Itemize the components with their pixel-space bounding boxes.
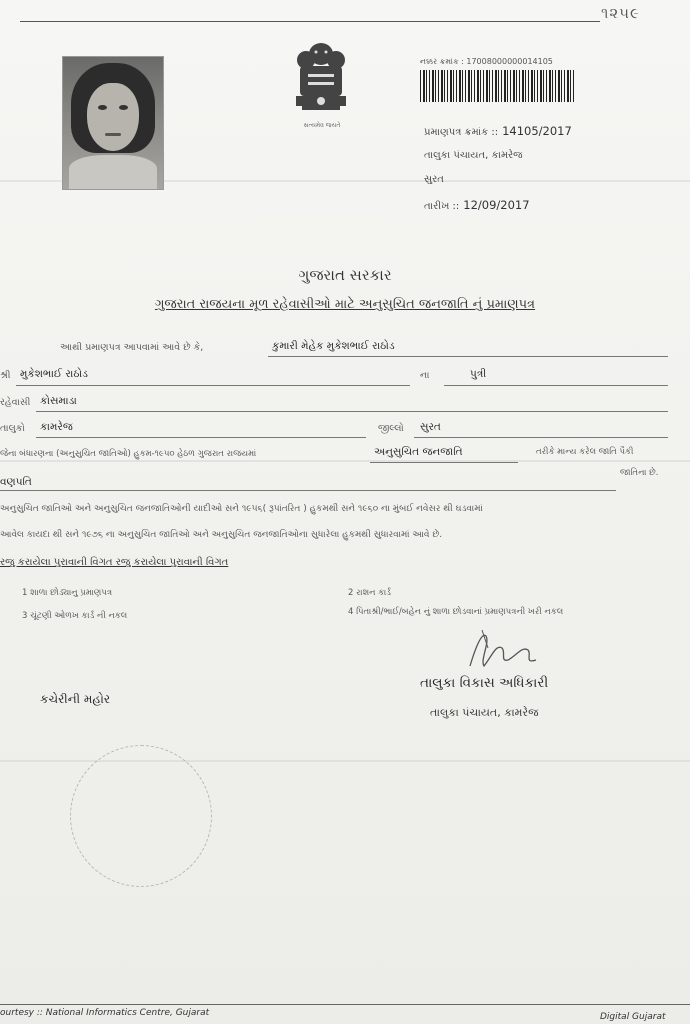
holder-name: કુમારી મેહેક મુકેશભાઈ રાઠોડ: [272, 340, 395, 352]
district: સુરત: [420, 421, 441, 433]
underline: [444, 385, 668, 386]
underline: [0, 490, 616, 491]
officer-office: તાલુકા પંચાયત, કામરેજ: [430, 706, 539, 719]
officer-designation: તાલુકા વિકાસ અધિકારી: [420, 675, 549, 691]
signature-scribble-icon: [462, 626, 542, 676]
underline: [16, 385, 410, 386]
underline: [414, 437, 668, 438]
evidence-item: 2 રાશન કાર્ડ: [348, 588, 391, 598]
category: અનુસુચિત જનજાતિ: [374, 446, 463, 458]
barcode-number: નક્કર ક્રમાંક : 17008000000014105: [420, 57, 553, 66]
relation-label: ના: [420, 370, 430, 381]
barcode: [420, 70, 576, 102]
caste-suffix: જાતિના છે.: [620, 468, 659, 478]
taluka: કામરેજ: [40, 421, 73, 433]
handwritten-serial-number: ૧૨૫૯: [601, 4, 640, 22]
underline: [36, 411, 668, 412]
emblem-motto: સત્યમેવ જયતે: [303, 122, 341, 129]
underline: [36, 437, 366, 438]
footer-brand: Digital Gujarat: [600, 1012, 666, 1022]
evidence-heading: રજુ કરાયેલા પુરાવાની વિગત રજુ કરાયેલા પુરાવાની વિગત: [0, 557, 229, 568]
certificate-title: ગુજરાત રાજયના મૂળ રહેવાસીઓ માટે અનુસુચિત જનજાતિ નું પ્રમાણપત્ર: [154, 297, 536, 312]
footer-line: [0, 1004, 690, 1005]
evidence-item: 4 પિતાશ્રી/ભાઈ/બહેન નું શાળા છોડવાનાં પ્રમાણપત્રની ખરી નકલ: [348, 607, 564, 617]
father-prefix: શ્રી: [0, 370, 11, 381]
applicant-photo: [62, 56, 164, 190]
taluka-label: તાલુકો: [0, 423, 25, 434]
national-emblem-icon: [288, 38, 354, 134]
caste: વણપતિ: [0, 476, 32, 488]
underline: [370, 462, 518, 463]
resident-label: રહેવાસી: [0, 397, 31, 408]
paper-crease: [0, 460, 690, 462]
evidence-item: 3 ચૂંટણી ઓળખ કાર્ડ ની નકલ: [22, 611, 128, 621]
government-heading: ગુજરાત સરકાર: [298, 266, 392, 284]
certificate-number: પ્રમાણપત્ર ક્રમાંક :: 14105/2017: [424, 124, 572, 138]
issue-date: તારીખ :: 12/09/2017: [424, 198, 530, 212]
legal-paragraph-line-2: આવેલ કાયદા થી સને ૧૯૭૬ ના અનુસુચિત જાતિઓ અને અનુસુચિત જનજાતિઓના સુધારેલા હુકમથી સુધારવામાં આવે છે.: [0, 530, 443, 540]
issuing-district: સુરત: [424, 174, 444, 185]
evidence-item: 1 શાળા છોડ્યાનુ પ્રમાણપત્ર: [22, 588, 113, 598]
category-suffix: તરીકે માન્ય કરેલ જાતિ પૈકી: [536, 447, 634, 457]
office-seal-label: કચેરીની મહોર: [40, 692, 111, 706]
faint-seal-impression: [70, 745, 212, 887]
legal-paragraph-line-1: અનુસુચિત જાતિઓ અને અનુસુચિત જનજાતિઓની યાદીઓ સને ૧૯૫૬( રૂપાંતરિત ) હુકમથી સને ૧૯૬૦ ના મુંબઈ નવેસર થી ઘડવામાં: [0, 504, 483, 514]
footer-courtesy: ourtesy :: National Informatics Centre, Gujarat: [0, 1008, 210, 1018]
village: કોસમાડા: [40, 395, 77, 407]
district-label: જીલ્લો: [378, 423, 404, 434]
relation: પુત્રી: [470, 368, 487, 380]
intro-text: આથી પ્રમાણપત્ર આપવામાં આવે છે કે,: [60, 342, 204, 353]
underline: [268, 356, 668, 357]
father-name: મુકેશભાઈ રાઠોડ: [20, 368, 88, 380]
order-text: જેના બંધારણના (અનુસુચિત જાતિઓ) હુકમ-૧૯૫૦ હેઠળ ગુજરાત રાજયમાં: [0, 449, 257, 459]
issuing-office: તાલુકા પંચાયત, કામરેજ: [424, 150, 523, 161]
top-border-line: [20, 21, 600, 22]
